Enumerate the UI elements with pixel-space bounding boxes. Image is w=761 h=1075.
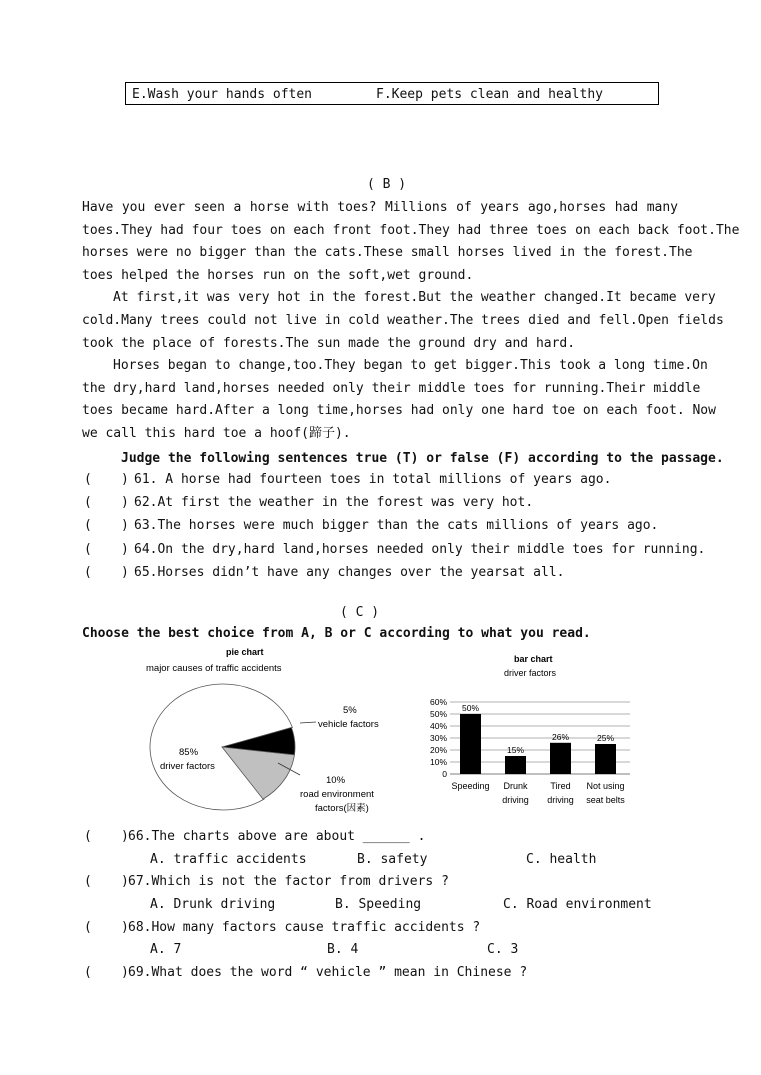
question-text: 67.Which is not the factor from drivers ? [128, 874, 449, 890]
answer-paren-open: ( [84, 874, 92, 890]
bar-ytick-label: 40% [429, 721, 447, 731]
answer-paren-open: ( [84, 541, 92, 557]
answer-option: A. traffic accidents [150, 851, 307, 867]
answer-paren-open: ( [84, 829, 92, 844]
bar [550, 743, 571, 774]
pie-label-vehicle: vehicle factors [318, 719, 379, 730]
bar-category-label: driving [547, 795, 574, 805]
answer-paren-close: ) [121, 964, 129, 980]
passage-line: cold.Many trees could not live in cold weather.The trees died and fell.Open fields [82, 312, 724, 328]
passage-line: toes helped the horses run on the soft,wet ground. [82, 267, 474, 283]
answer-paren-close: ) [121, 541, 129, 557]
answer-option: B. Speeding [335, 897, 422, 912]
answer-paren-open: ( [84, 564, 92, 580]
bar-category-label: Tired [550, 781, 571, 791]
question-text: 63.The horses were much bigger than the cats millions of years ago. [134, 518, 659, 534]
passage-line: we call this hard toe a hoof(蹄子). [82, 425, 351, 441]
answer-paren-close: ) [121, 518, 129, 534]
option-f: F.Keep pets clean and healthy [376, 87, 603, 102]
question-text: 64.On the dry,hard land,horses needed only their middle toes for running. [134, 541, 706, 557]
bar-chart-title: bar chart [514, 654, 553, 664]
answer-option: C. Road environment [503, 897, 652, 912]
bar [595, 744, 616, 774]
section-b-heading: ( B ) [367, 177, 407, 192]
pie-label-driver: driver factors [160, 761, 215, 772]
passage-line: toes.They had four toes on each front foot.They had three toes on each back foot.The [82, 222, 740, 238]
question-text: 61. A horse had fourteen toes in total millions of years ago. [134, 472, 612, 487]
bar-category-label: driving [502, 795, 529, 805]
passage-line: took the place of forests.The sun made the ground dry and hard. [82, 335, 576, 351]
answer-option: B. 4 [327, 942, 359, 958]
pie-label-road-line2: factors(因素) [315, 803, 369, 814]
bar-value-label: 25% [596, 733, 615, 743]
option-e: E.Wash your hands often [132, 87, 313, 102]
answer-option: A. Drunk driving [150, 897, 276, 912]
answer-paren-open: ( [84, 495, 92, 511]
pie-label-road-line1: road environment [300, 789, 374, 800]
passage-line: Horses began to change,too.They began to get bigger.This took a long time.On [113, 358, 708, 374]
answer-paren-open: ( [84, 518, 92, 534]
question-text: 68.How many factors cause traffic accidents ? [128, 919, 481, 935]
pie-chart [140, 643, 410, 823]
pie-chart-subtitle: major causes of traffic accidents [146, 663, 282, 674]
pie-label-road-percent: 10% [326, 775, 346, 786]
answer-paren-close: ) [121, 472, 129, 487]
bar-ytick-label: 30% [429, 733, 447, 743]
bar-value-label: 50% [461, 703, 480, 713]
answer-option: B. safety [357, 851, 428, 867]
answer-paren-open: ( [84, 964, 92, 980]
bar-category-label: Drunk [503, 781, 528, 791]
bar-category-label: Speeding [451, 781, 490, 791]
question-text: 69.What does the word “ vehicle ” mean in Chinese ? [128, 964, 528, 980]
section-b-passage [82, 197, 740, 446]
passage-line: toes became hard.After a long time,horses had only one hard toe on each foot. Now [82, 403, 716, 419]
bar-ytick-label: 50% [429, 709, 447, 719]
answer-paren-close: ) [121, 495, 129, 511]
bar [505, 756, 526, 774]
pie-leader-line [300, 722, 316, 723]
bar [460, 714, 481, 774]
question-text: 62.At first the weather in the forest was very hot. [134, 495, 534, 511]
bar-ytick-label: 60% [429, 697, 447, 707]
passage-line: the dry,hard land,horses needed only their middle toes for running.Their middle [82, 380, 701, 396]
passage-line: At first,it was very hot in the forest.But the weather changed.It became very [113, 290, 716, 306]
bar-category-label: Not using [586, 781, 625, 791]
section-c-heading: ( C ) [340, 605, 380, 620]
bar-chart [418, 650, 638, 812]
answer-paren-close: ) [121, 829, 129, 844]
answer-option: A. 7 [150, 942, 182, 958]
options-box [125, 82, 659, 105]
answer-paren-open: ( [84, 472, 92, 487]
bar-ytick-label: 0 [442, 769, 447, 779]
bar-category-label: seat belts [586, 795, 625, 805]
answer-paren-close: ) [121, 564, 129, 580]
question-text: 66.The charts above are about ______ . [128, 829, 426, 844]
bar-chart-subtitle: driver factors [504, 668, 557, 678]
bar-ytick-label: 10% [429, 757, 447, 767]
bar-value-label: 15% [506, 745, 525, 755]
answer-paren-close: ) [121, 874, 129, 890]
bar-ytick-label: 20% [429, 745, 447, 755]
answer-paren-close: ) [121, 919, 129, 935]
bar-value-label: 26% [551, 731, 570, 742]
section-c-instruction: Choose the best choice from A, B or C according to what you read. [82, 626, 591, 641]
passage-line: horses were no bigger than the cats.These small horses lived in the forest.The [82, 245, 693, 261]
answer-option: C. 3 [487, 942, 519, 958]
answer-option: C. health [526, 851, 597, 867]
section-b-instruction: Judge the following sentences true (T) or false (F) according to the passage. [121, 451, 724, 466]
pie-label-driver-percent: 85% [179, 747, 199, 758]
pie-chart-title: pie chart [226, 647, 264, 657]
passage-line: Have you ever seen a horse with toes? Millions of years ago,horses had many [82, 200, 678, 215]
pie-label-vehicle-percent: 5% [343, 705, 357, 716]
question-text: 65.Horses didn’t have any changes over the yearsat all. [134, 564, 565, 580]
answer-paren-open: ( [84, 919, 92, 935]
